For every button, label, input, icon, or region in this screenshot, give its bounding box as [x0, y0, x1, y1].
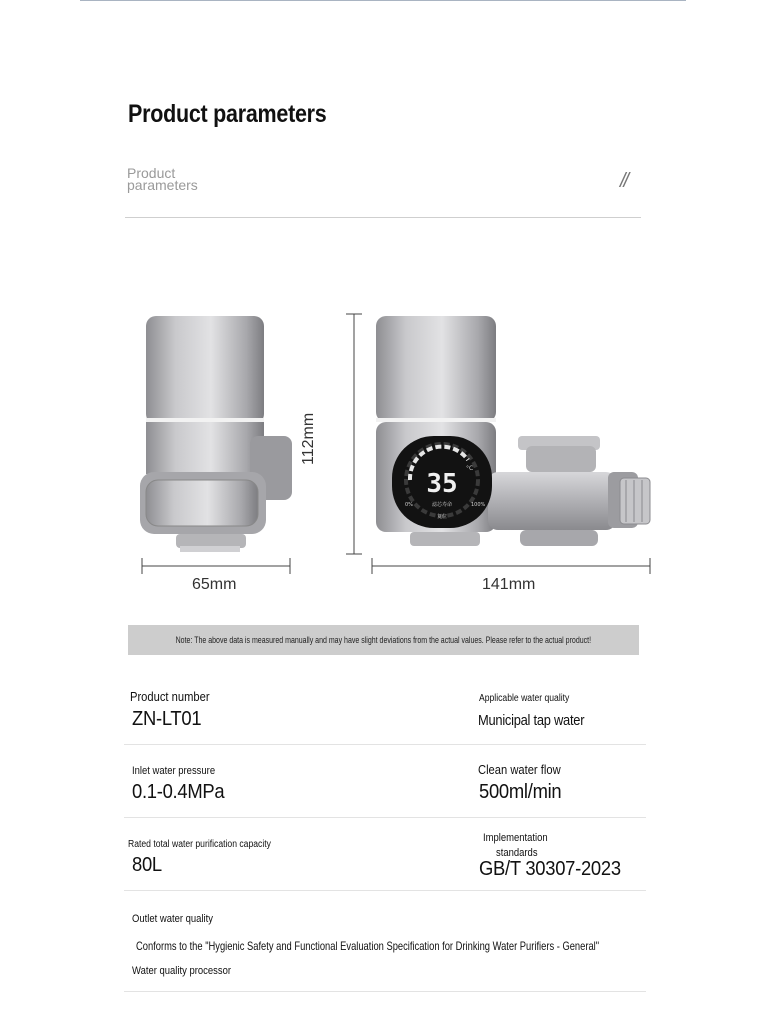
param-label: Inlet water pressure: [132, 765, 216, 777]
outlet-value: Conforms to the "Hygienic Safety and Functional Evaluation Specification for Drinking Water Purifiers - General": [136, 939, 600, 953]
section-subtitle: [127, 167, 217, 191]
temperature-readout: 35: [426, 469, 458, 499]
outlet-sub-label: Water quality processor: [132, 965, 232, 977]
subtitle-line-2: parameters: [127, 177, 198, 193]
display-min-scale: 0%: [405, 502, 413, 508]
page-title: Product parameters: [128, 100, 327, 128]
param-label: Applicable water quality: [479, 693, 570, 704]
param-row: [124, 818, 646, 891]
decorative-slashes: //: [620, 170, 628, 192]
param-label: Rated total water purification capacity: [128, 839, 271, 850]
param-row: [124, 672, 646, 745]
param-value: 0.1-0.4MPa: [132, 781, 225, 803]
header-divider: [125, 217, 641, 218]
param-label: Product number: [130, 689, 210, 704]
outlet-label: Outlet water quality: [132, 913, 213, 925]
display-mode-label: 滤芯寿命: [431, 502, 453, 508]
param-row: [124, 745, 646, 818]
reset-label: 复位: [436, 514, 448, 520]
subtitle-line-1: Product: [127, 165, 176, 181]
front-view-unit: [376, 316, 650, 546]
param-value: 500ml/min: [479, 781, 562, 803]
large-width-label: 141mm: [482, 576, 536, 593]
param-label-line-1: Implementation: [483, 832, 548, 844]
water-purifier-drawing: [120, 300, 660, 610]
width-dimensions: [142, 558, 650, 574]
top-divider: [80, 0, 686, 1]
measurement-note: [128, 625, 639, 655]
temperature-unit: °C: [466, 465, 474, 472]
param-value: 80L: [132, 854, 162, 876]
display-max-scale: 100%: [471, 502, 486, 508]
side-view-unit: [140, 316, 292, 552]
param-value: ZN-LT01: [132, 708, 202, 730]
param-label: Clean water flow: [478, 762, 561, 777]
product-illustration: [120, 300, 660, 610]
small-width-label: 65mm: [192, 576, 237, 593]
note-text: Note: The above data is measured manually and may have slight deviations from the actual values. Please refer to the actual product!: [175, 635, 592, 645]
param-label-line-2: standards: [496, 847, 538, 859]
param-value: GB/T 30307-2023: [479, 858, 621, 880]
outlet-quality-row: [124, 891, 646, 992]
param-value: Municipal tap water: [478, 712, 585, 729]
parameter-table: [124, 672, 646, 992]
height-dimension: [346, 314, 362, 554]
height-label: 112mm: [300, 412, 317, 465]
